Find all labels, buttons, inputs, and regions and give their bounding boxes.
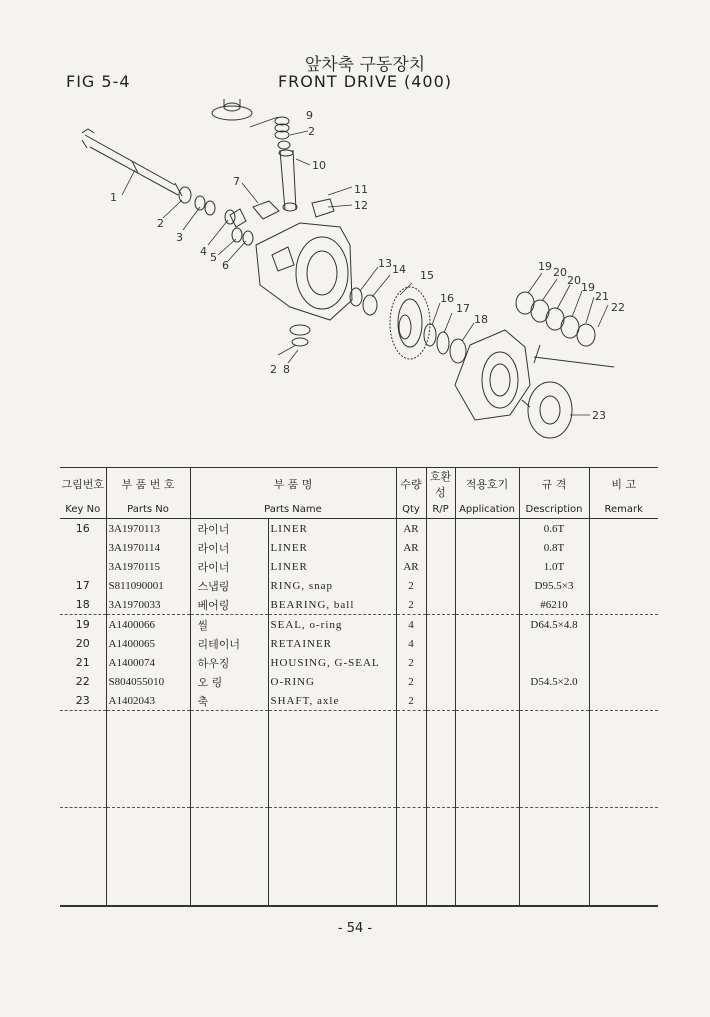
description — [519, 691, 589, 711]
rp-cell — [426, 576, 455, 595]
rp-cell — [426, 634, 455, 653]
quantity: 4 — [396, 615, 426, 635]
key-no: 23 — [75, 694, 90, 707]
description: D54.5×2.0 — [519, 672, 589, 691]
remark-cell — [589, 672, 658, 691]
part-name: HOUSING, G-SEAL — [268, 653, 396, 672]
application-cell — [455, 576, 519, 595]
rp-cell — [426, 595, 455, 615]
header-row-english — [60, 500, 658, 519]
key-no: 17 — [75, 579, 90, 592]
header-name-ko: 부 품 명 — [190, 468, 396, 501]
remark-cell — [589, 538, 658, 557]
header-application-en: Application — [455, 500, 519, 519]
part-name: LINER — [268, 557, 396, 576]
part-name-korean: 스냅링 — [190, 576, 268, 595]
parts-table — [60, 467, 658, 907]
cover-housing-part — [455, 330, 530, 420]
application-cell — [455, 557, 519, 576]
description — [519, 634, 589, 653]
rp-cell — [426, 615, 455, 635]
callout: 2 — [157, 217, 164, 230]
application-cell — [455, 615, 519, 635]
quantity: AR — [396, 557, 426, 576]
header-name-en: Parts Name — [190, 500, 396, 519]
callout: 20 — [553, 266, 567, 279]
table-row — [60, 576, 658, 595]
part-name: O-RING — [268, 672, 396, 691]
callout: 17 — [456, 302, 470, 315]
callout: 7 — [233, 175, 240, 188]
part-number: S804055010 — [106, 672, 190, 691]
quantity: 2 — [396, 672, 426, 691]
rp-cell — [426, 538, 455, 557]
quantity: AR — [396, 538, 426, 557]
rp-cell — [426, 653, 455, 672]
part-number: A1402043 — [106, 691, 190, 711]
quantity: 2 — [396, 691, 426, 711]
callout: 6 — [222, 259, 229, 272]
part-number: 3A1970113 — [106, 519, 190, 539]
header-key-ko: 그림번호 — [60, 468, 106, 501]
callout: 8 — [283, 363, 290, 376]
table-row — [60, 595, 658, 615]
key-no: 21 — [75, 656, 90, 669]
remark-cell — [589, 557, 658, 576]
key-no: 19 — [60, 615, 106, 635]
header-description-en: Description — [519, 500, 589, 519]
header-key-en: Key No — [60, 500, 106, 519]
remark-cell — [589, 691, 658, 711]
part-name-korean: 축 — [190, 691, 268, 711]
axle-shaft-part — [522, 382, 572, 438]
application-cell — [455, 634, 519, 653]
quantity: 2 — [396, 576, 426, 595]
header-qty-en: Qty — [396, 500, 426, 519]
callout: 5 — [210, 251, 217, 264]
key-no — [60, 557, 106, 576]
callout: 2 — [308, 125, 315, 138]
table-row — [60, 615, 658, 635]
application-cell — [455, 672, 519, 691]
callout: 23 — [592, 409, 606, 422]
quantity: 2 — [396, 653, 426, 672]
title-korean: 앞차축 구동장치 — [304, 55, 426, 75]
header-part-en: Parts No — [106, 500, 190, 519]
remark-cell — [589, 519, 658, 539]
callout: 12 — [354, 199, 368, 212]
top-flange-part — [212, 99, 252, 120]
table-row — [60, 557, 658, 576]
description: 0.6T — [519, 519, 589, 539]
callout: 2 — [270, 363, 277, 376]
callout: 3 — [176, 231, 183, 244]
key-no: 18 — [75, 598, 90, 611]
table-row — [60, 653, 658, 672]
callout: 1 — [110, 191, 117, 204]
table-row — [60, 634, 658, 653]
part-number: 3A1970033 — [106, 595, 190, 615]
callout: 16 — [440, 292, 454, 305]
key-no — [60, 538, 106, 557]
rp-cell — [426, 519, 455, 539]
description: D64.5×4.8 — [519, 615, 589, 635]
remark-cell — [589, 576, 658, 595]
callout: 4 — [200, 245, 207, 258]
part-number: S811090001 — [106, 576, 190, 595]
callout: 18 — [474, 313, 488, 326]
remark-cell — [589, 595, 658, 615]
part-name-korean: 라이너 — [190, 519, 268, 539]
part-number: A1400065 — [106, 634, 190, 653]
quantity: 2 — [396, 595, 426, 615]
callout: 21 — [595, 290, 609, 303]
description: D95.5×3 — [519, 576, 589, 595]
page-number: - 54 - — [337, 921, 373, 936]
application-cell — [455, 653, 519, 672]
part-name: BEARING, ball — [268, 595, 396, 615]
description — [519, 653, 589, 672]
exploded-parts-diagram — [60, 95, 630, 445]
remark-cell — [589, 634, 658, 653]
ring-gear-part — [390, 287, 430, 359]
header-remark-en: Remark — [589, 500, 658, 519]
part-name: LINER — [268, 519, 396, 539]
part-name: LINER — [268, 538, 396, 557]
header-part-ko: 부 품 번 호 — [106, 468, 190, 501]
part-name-korean: 라이너 — [190, 538, 268, 557]
callout: 20 — [567, 274, 581, 287]
callout: 11 — [354, 183, 368, 196]
callout: 9 — [306, 109, 313, 122]
application-cell — [455, 538, 519, 557]
header-application-ko: 적용호기 — [455, 468, 519, 501]
key-no: 16 — [75, 522, 90, 535]
gear-housing-part — [256, 223, 352, 320]
table-row — [60, 672, 658, 691]
part-name-korean: 씰 — [190, 615, 268, 635]
remark-cell — [589, 615, 658, 635]
callout-numbers — [110, 109, 625, 422]
rp-cell — [426, 557, 455, 576]
rp-cell — [426, 691, 455, 711]
part-name-korean: 리테이너 — [190, 634, 268, 653]
part-number: 3A1970114 — [106, 538, 190, 557]
part-number: A1400066 — [106, 615, 190, 635]
key-no: 20 — [75, 637, 90, 650]
header-rp-ko: 호환성 — [426, 468, 455, 501]
part-name-korean: 라이너 — [190, 557, 268, 576]
part-number: A1400074 — [106, 653, 190, 672]
header-row-korean — [60, 468, 658, 501]
part-name-korean: 하우징 — [190, 653, 268, 672]
empty-table-row — [60, 808, 658, 907]
vertical-shaft-part — [279, 150, 297, 211]
title-english: FRONT DRIVE (400) — [277, 72, 453, 91]
header-qty-ko: 수량 — [396, 468, 426, 501]
quantity: 4 — [396, 634, 426, 653]
callout: 15 — [420, 269, 434, 282]
key-no: 22 — [75, 675, 90, 688]
drive-shaft-part — [82, 129, 182, 196]
figure-number: FIG 5-4 — [66, 72, 131, 91]
callout: 19 — [581, 281, 595, 294]
table-row — [60, 691, 658, 711]
application-cell — [455, 691, 519, 711]
part-name: RING, snap — [268, 576, 396, 595]
part-name: SHAFT, axle — [268, 691, 396, 711]
description: 0.8T — [519, 538, 589, 557]
remark-cell — [589, 653, 658, 672]
callout: 10 — [312, 159, 326, 172]
part-name-korean: 베어링 — [190, 595, 268, 615]
callout: 14 — [392, 263, 406, 276]
header-remark-ko: 비 고 — [589, 468, 658, 501]
table-row — [60, 538, 658, 557]
table-row — [60, 519, 658, 539]
part-name: SEAL, o-ring — [268, 615, 396, 635]
application-cell — [455, 519, 519, 539]
callout: 13 — [378, 257, 392, 270]
description: 1.0T — [519, 557, 589, 576]
application-cell — [455, 595, 519, 615]
rp-cell — [426, 672, 455, 691]
part-name: RETAINER — [268, 634, 396, 653]
description: #6210 — [519, 595, 589, 615]
part-name-korean: 오 링 — [190, 672, 268, 691]
callout: 22 — [611, 301, 625, 314]
quantity: AR — [396, 519, 426, 539]
part-number: 3A1970115 — [106, 557, 190, 576]
header-rp-en: R/P — [426, 500, 455, 519]
empty-table-row — [60, 711, 658, 808]
callout: 19 — [538, 260, 552, 273]
header-description-ko: 규 격 — [519, 468, 589, 501]
